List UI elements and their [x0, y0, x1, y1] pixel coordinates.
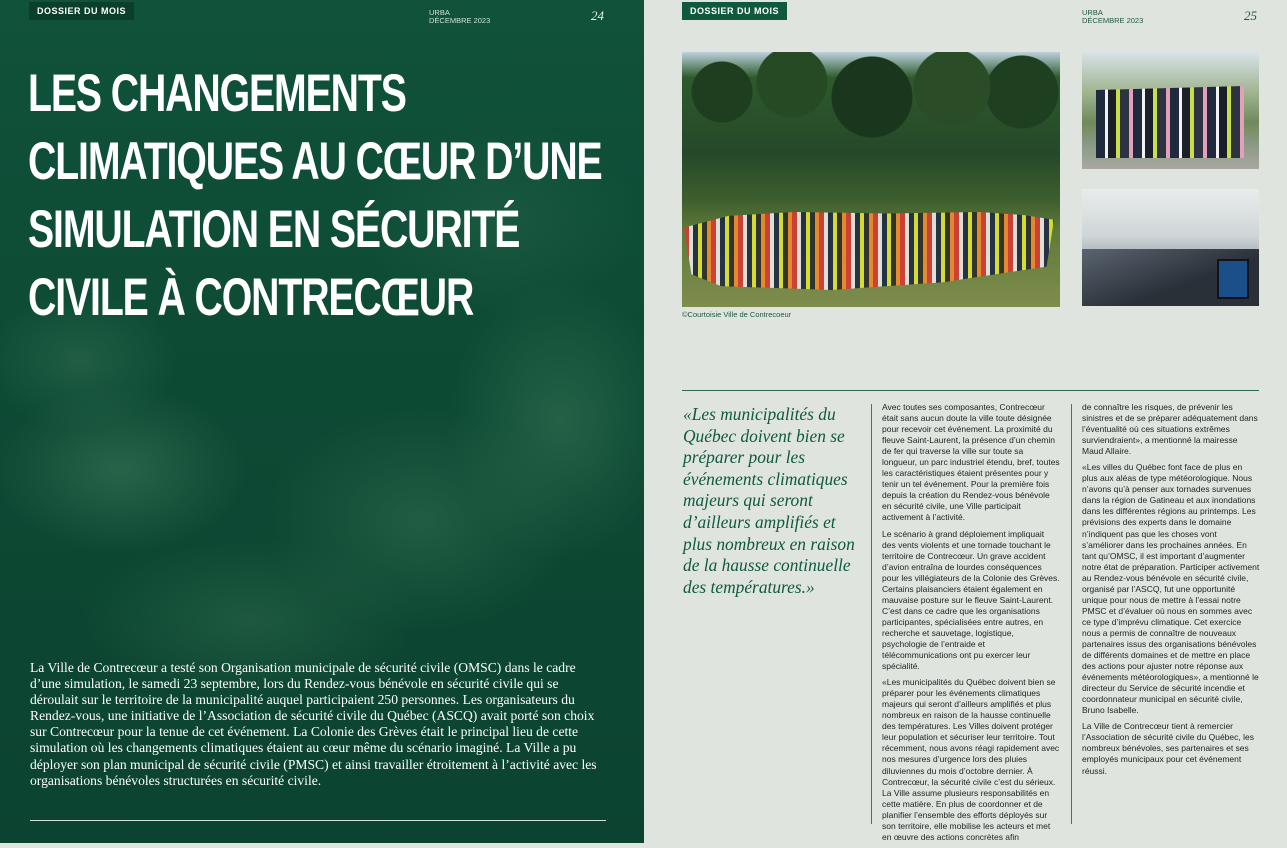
section-tag: DOSSIER DU MOIS: [29, 2, 134, 20]
paragraph: «Les villes du Québec font face de plus en plus aux aléas de type météorologique. Nous n’avons qu’à penser aux tornades survenues dans la région de Gatineau et aux inondations dans les différentes régions au printemps. Les prévisions des experts dans le domaine n’indiquent pas que les choses vont s’améliorer dans les prochaines années. En tant qu’OMSC, il est important d’augmenter notre état de préparation. Participer activement au Rendez-vous bénévole en sécurité civile, organisé par l’ASCQ, fut une opportunité unique pour nous de mettre à l’essai notre PMSC et d’évaluer où nous en sommes avec ce type d’imprévu climatique. Cet exercice nous a permis de connaître de nouveaux partenaires issus des organisations bénévoles de différents domaines et de mettre en place des actions pour ajuster notre réponse aux événements météorologiques», a mentionné le directeur du Service de sécurité incendie et coordonnateur municipal en sécurité civile, Bruno Isabelle.: [1082, 462, 1260, 716]
page-number: 25: [1244, 8, 1257, 23]
paragraph: Le scénario à grand déploiement impliquait des vents violents et une tornade touchant le territoire de Contrecœur. Un grave accident d’avion entraîna de lourdes conséquences pour les villégiateurs de la Colonie des Grèves. Certains plaisanciers étaient également en mauvaise posture sur le fleuve Saint-Laurent. C’est dans ce cadre que les organisations participantes, spécialisées entre autres, en recherche et sauvetage, logistique, psychologie de l’entraide et télécommunications ont pu exercer leur spécialité.: [882, 528, 1060, 672]
photo-monitor: [1217, 259, 1249, 299]
photo-credit: ©Courtoisie Ville de Contrecoeur: [682, 310, 792, 319]
body-column-2: [882, 402, 1060, 848]
page-number: 24: [591, 8, 604, 23]
command-center-photo: [1082, 189, 1259, 306]
paragraph: «Les municipalités du Québec doivent bien se préparer pour les événements climatiques majeurs qui seront d’ailleurs amplifiés et plus nombreux en raison de la hausse continuelle des températures. Les Villes doivent protéger leur population et sécuriser leur territoire. Tout récemment, nous avons réagi rapidement avec nos mesures d’urgence lors des pluies diluviennes du mois d’octobre dernier. À Contrecœur, la sécurité civile c’est du sérieux. La Ville assume plusieurs responsabilités en cette matière. En plus de coordonner et de planifier l’ensemble des efforts déployés sur son territoire, elle mobilise les acteurs et met en œuvre des actions concrètes afin: [882, 677, 1060, 842]
photo-trees: [682, 52, 1060, 172]
issue-date: DÉCEMBRE 2023: [429, 16, 491, 25]
article-intro: La Ville de Contrecœur a testé son Organisation municipale de sécurité civile (OMSC) dans le cadre d’une simulation, le samedi 23 septembre, lors du Rendez-vous bénévole en sécurité civile qui se déroulait sur le territoire de la municipalité auquel participaient 250 personnes. Les organisateurs du Rendez-vous, une initiative de l’Association de sécurité civile du Québec (ASCQ) avait porté son choix sur Contrecœur pour la tenue de cet événement. La Colonie des Grèves était le principal lieu de cette simulation où les changements climatiques étaient au cœur même du scénario imaginé. La Ville a pu déployer son plan municipal de sécurité civile (PMSC) et ainsi travailler étroitement à l’activité avec les organisations bénévoles structurées en sécurité civile.: [30, 660, 597, 788]
group-photo: [682, 52, 1060, 307]
article-title: LES CHANGEMENTS CLIMATIQUES AU CŒUR D’UNE SIMULATION EN SÉCURITÉ CIVILE À CONTRECŒUR: [28, 64, 602, 327]
issue-date: DÉCEMBRE 2023: [1082, 16, 1144, 25]
photo-people: [1096, 78, 1244, 158]
column-divider: [1071, 404, 1072, 824]
paragraph: La Ville de Contrecœur tient à remercier l’Association de sécurité civile du Québec, les nombreux bénévoles, ses partenaires et ses employés municipaux pour cet événement réussi.: [1082, 721, 1254, 776]
magazine-name: URBA: [1082, 8, 1103, 17]
officials-photo: [1082, 52, 1259, 169]
running-header: [429, 9, 490, 25]
divider: [682, 390, 1259, 391]
left-page: [0, 0, 644, 843]
running-header: [1082, 9, 1143, 25]
paragraph: Avec toutes ses composantes, Contrecœur était sans aucun doute la ville toute désignée pour recevoir cet événement. La proximité du fleuve Saint-Laurent, la présence d’un chemin de fer qui traverse la ville sur toute sa longueur, un parc industriel étendu, bref, toutes les caractéristiques étaient présentes pour y tenir un tel événement. Pour la première fois depuis la création du Rendez-vous bénévole en sécurité civile, une Ville participait activement à l’activité.: [882, 402, 1060, 523]
section-tag: DOSSIER DU MOIS: [682, 2, 787, 20]
divider: [30, 820, 606, 821]
magazine-name: URBA: [429, 8, 450, 17]
pull-quote: «Les municipalités du Québec doivent bien se préparer pour les événements climatiques majeurs qui seront d’ailleurs amplifiés et plus nombreux en raison de la hausse continuelle des températures.»: [683, 404, 855, 597]
paragraph: de connaître les risques, de prévenir les sinistres et de se préparer adéquatement dans l’éventualité où ces situations extrêmes surviendraient», a mentionné la mairesse Maud Allaire.: [1082, 402, 1258, 457]
photo-crowd: [684, 212, 1054, 290]
column-divider: [871, 404, 872, 824]
body-column-3: [1082, 402, 1260, 782]
